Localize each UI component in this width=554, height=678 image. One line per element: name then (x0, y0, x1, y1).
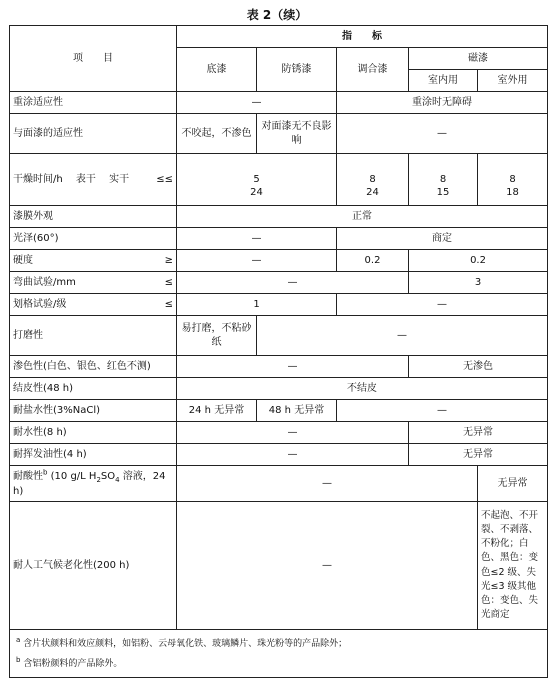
row-label: 耐酸性$^b$ (10 g/L $H_2SO_4$ 溶液，24 h) (10, 466, 177, 502)
cell: — (177, 92, 337, 114)
cell: — (177, 250, 337, 272)
table-row (10, 466, 548, 502)
table-row (10, 250, 548, 272)
row-label: 打磨性 (10, 316, 177, 356)
row-label: 耐水性(8 h) (10, 422, 177, 444)
row-label: 划格试验/级 ≤ (10, 294, 177, 316)
enamel-header: 磁漆 (409, 48, 548, 70)
table-row (10, 228, 548, 250)
row-label: 与面漆的适应性 (10, 114, 177, 154)
cell: 8 18 (478, 154, 548, 206)
row-label: 重涂适应性 (10, 92, 177, 114)
cell: 24 h 无异常 (177, 400, 257, 422)
cell: — (337, 294, 548, 316)
cell: 无异常 (409, 444, 548, 466)
anti-rust-header: 防锈漆 (257, 48, 337, 92)
cell: — (177, 356, 409, 378)
dry-time-label: 干燥时间/h (13, 173, 63, 185)
table-row (10, 272, 548, 294)
table-row (10, 154, 548, 206)
notes-row (10, 630, 548, 678)
cell: 48 h 无异常 (257, 400, 337, 422)
table-row (10, 316, 548, 356)
cell: — (177, 272, 409, 294)
cell: 无渗色 (409, 356, 548, 378)
table-row (10, 444, 548, 466)
cell: — (337, 114, 548, 154)
table-row (10, 92, 548, 114)
cell: 0.2 (409, 250, 548, 272)
row-label: 耐人工气候老化性(200 h) (10, 502, 177, 630)
spec-table (9, 25, 548, 678)
item-header: 项 目 (10, 26, 177, 92)
cell: 正常 (177, 206, 548, 228)
cell: — (177, 502, 478, 630)
cell: 无异常 (478, 466, 548, 502)
le-symbol: ≤ (164, 173, 173, 185)
outdoor-header: 室外用 (478, 70, 548, 92)
cell: 商定 (337, 228, 548, 250)
hard-dry-label: 实干 (109, 173, 130, 185)
table-row (10, 114, 548, 154)
footnotes: $^a$ 含片状颜料和效应颜料，如铝粉、云母氧化铁、玻璃鳞片、珠光粉等的产品除外； $^b$ 含铝粉颜料的产品除外。 (10, 630, 548, 678)
cell: 不结皮 (177, 378, 548, 400)
cell: — (337, 400, 548, 422)
row-label: 耐盐水性(3%NaCl) (10, 400, 177, 422)
table-caption: 表 2（续） (246, 8, 308, 22)
primer-header: 底漆 (177, 48, 257, 92)
le-symbol: ≤ (156, 173, 165, 185)
row-label: 渗色性(白色、银色、红色不测) (10, 356, 177, 378)
cell: — (177, 422, 409, 444)
cell: 不咬起，不渗色 (177, 114, 257, 154)
cell: — (257, 316, 548, 356)
cell: 3 (409, 272, 548, 294)
table-row (10, 400, 548, 422)
row-label (10, 154, 177, 206)
cell: 1 (177, 294, 337, 316)
indoor-header: 室内用 (409, 70, 478, 92)
cell: 5 24 (177, 154, 337, 206)
cell: 8 24 (337, 154, 409, 206)
cell: — (177, 466, 478, 502)
table-row (10, 356, 548, 378)
cell: 不起泡、不开裂、不剥落、不粉化；白色、黑色：变色≤2 级、失光≤3 级其他色：变色、失光商定 (478, 502, 548, 630)
row-label: 光泽(60°) (10, 228, 177, 250)
table-row (10, 294, 548, 316)
cell: 8 15 (409, 154, 478, 206)
cell: 对面漆无不良影响 (257, 114, 337, 154)
table-row (10, 206, 548, 228)
table-row (10, 378, 548, 400)
row-label: 硬度 ≥ (10, 250, 177, 272)
surface-dry-label: 表干 (75, 173, 96, 185)
table-row (10, 502, 548, 630)
blend-header: 调合漆 (337, 48, 409, 92)
indicator-header: 指 标 (177, 26, 548, 48)
table-row (10, 422, 548, 444)
row-label: 耐挥发油性(4 h) (10, 444, 177, 466)
cell: 重涂时无障碍 (337, 92, 548, 114)
row-label: 结皮性(48 h) (10, 378, 177, 400)
cell: 无异常 (409, 422, 548, 444)
row-label: 漆膜外观 (10, 206, 177, 228)
row-label: 弯曲试验/mm ≤ (10, 272, 177, 294)
cell: — (177, 444, 409, 466)
cell: — (177, 228, 337, 250)
cell: 易打磨，不粘砂纸 (177, 316, 257, 356)
cell: 0.2 (337, 250, 409, 272)
